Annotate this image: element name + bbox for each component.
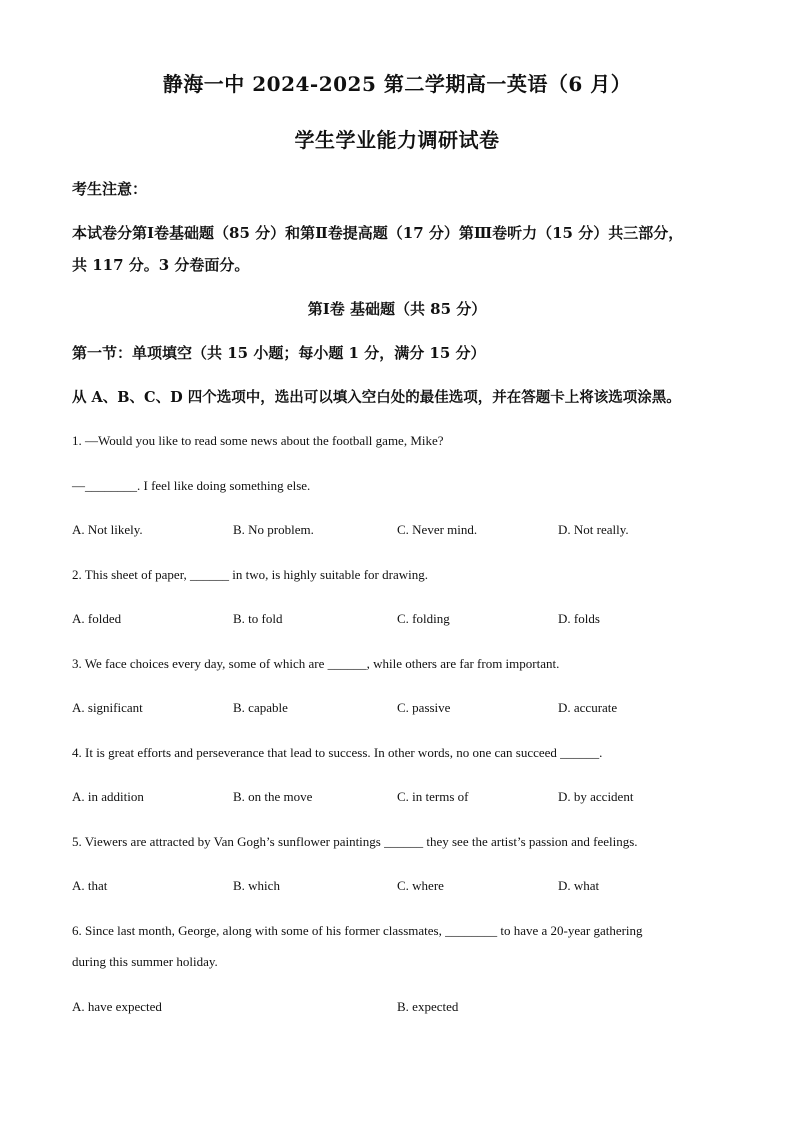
question-4-stem: 4. It is great efforts and perseverance that lead to success. In other words, no one can succeed ______. <box>72 745 603 760</box>
question-6-option-a: A. have expected <box>72 999 162 1014</box>
question-5-option-c: C. where <box>397 878 444 893</box>
question-4-option-a: A. in addition <box>72 789 144 804</box>
question-5-stem: 5. Viewers are attracted by Van Gogh’s sunflower paintings ______ they see the artist’s passion and feelings. <box>72 834 638 849</box>
exam-title-line2: 学生学业能力调研试卷 <box>294 128 500 152</box>
question-6-stem: 6. Since last month, George, along with some of his former classmates, ________ to have a 20-year gathering <box>72 923 643 938</box>
notice-line2: 共 117 分。3 分卷面分。 <box>72 256 250 274</box>
question-3-option-b: B. capable <box>233 700 288 715</box>
part-title: 第Ⅰ卷 基础题（共 85 分） <box>307 300 487 318</box>
question-2-option-c: C. folding <box>397 611 450 626</box>
question-2-option-d: D. folds <box>558 611 600 626</box>
question-3-stem: 3. We face choices every day, some of which are ______, while others are far from important. <box>72 656 560 671</box>
question-6-option-b: B. expected <box>397 999 459 1014</box>
question-3-option-a: A. significant <box>72 700 143 715</box>
subsection-title: 第一节：单项填空（共 15 小题；每小题 1 分，满分 15 分） <box>72 344 486 362</box>
question-5-option-b: B. which <box>233 878 280 893</box>
question-4-option-c: C. in terms of <box>397 789 469 804</box>
instruction-text: 从 A、B、C、D 四个选项中，选出可以填入空白处的最佳选项，并在答题卡上将该选项涂黑。 <box>72 389 681 406</box>
question-1-option-d: D. Not really. <box>558 522 629 537</box>
question-3-option-d: D. accurate <box>558 700 618 715</box>
question-4-option-d: D. by accident <box>558 789 634 804</box>
question-2-stem: 2. This sheet of paper, ______ in two, is highly suitable for drawing. <box>72 567 428 582</box>
question-1-option-b: B. No problem. <box>233 522 314 537</box>
question-2-option-a: A. folded <box>72 611 122 626</box>
exam-title-line1: 静海一中 2024-2025 第二学期高一英语（6 月） <box>162 72 632 96</box>
question-3-option-c: C. passive <box>397 700 451 715</box>
notice-line1: 本试卷分第Ⅰ卷基础题（85 分）和第Ⅱ卷提高题（17 分）第Ⅲ卷听力（15 分）共三部分， <box>72 224 684 242</box>
question-1-stem-reply: —________. I feel like doing something else. <box>72 478 311 493</box>
question-5-option-a: A. that <box>72 878 108 893</box>
question-1-option-c: C. Never mind. <box>397 522 478 537</box>
question-4-option-b: B. on the move <box>233 789 313 804</box>
notice-label: 考生注意： <box>72 180 148 198</box>
question-6-stem-cont: during this summer holiday. <box>72 954 218 969</box>
question-2-option-b: B. to fold <box>233 611 283 626</box>
question-5-option-d: D. what <box>558 878 600 893</box>
question-1-option-a: A. Not likely. <box>72 522 143 537</box>
question-1-stem: 1. —Would you like to read some news about the football game, Mike? <box>72 433 444 448</box>
